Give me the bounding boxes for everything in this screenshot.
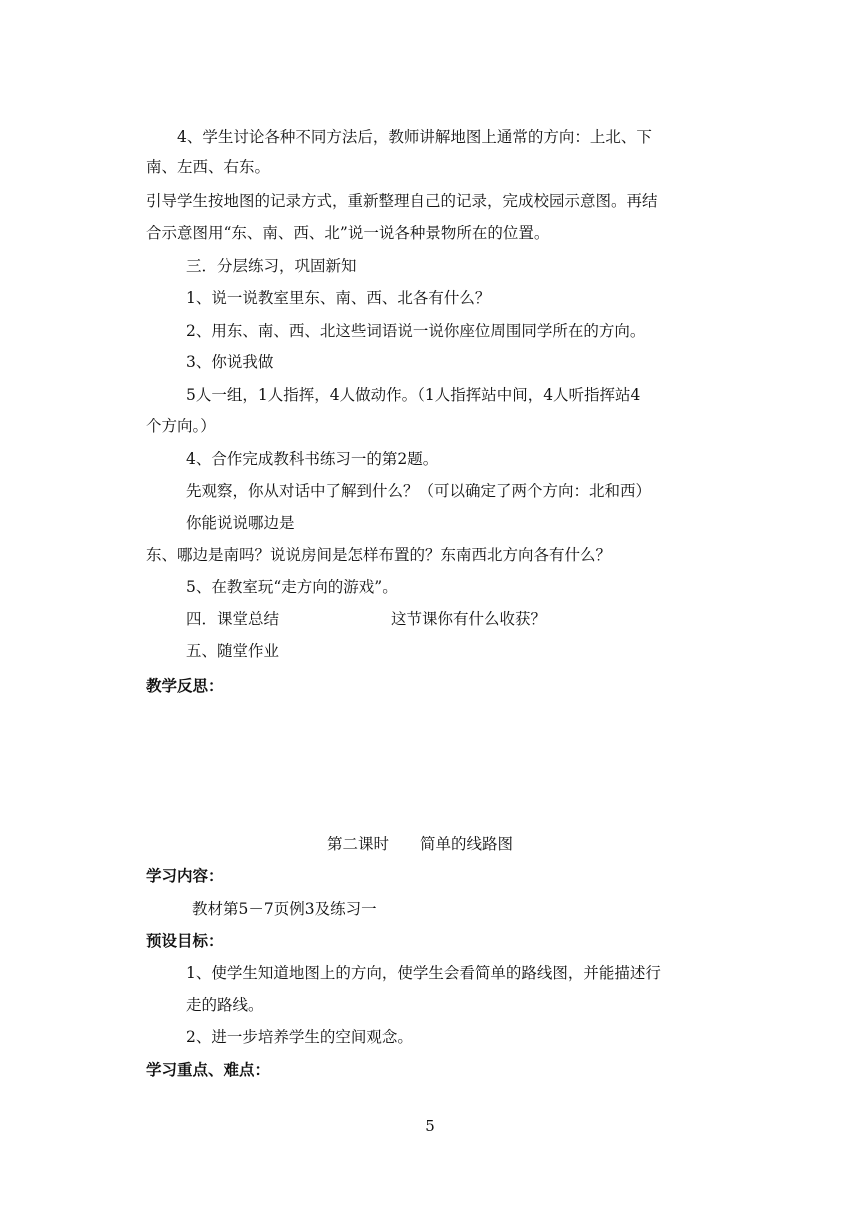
text-line: 5人一组，1人指挥，4人做动作。（1人指挥站中间，4人听指挥站4	[186, 386, 641, 404]
section-heading: 学习重点、难点：	[146, 1060, 271, 1079]
page-number: 5	[425, 1117, 435, 1135]
text-line: 2、进一步培养学生的空间观念。	[186, 1028, 413, 1046]
text-line: 个方向。）	[146, 417, 216, 435]
text-line: 教材第5－7页例3及练习一	[192, 900, 377, 918]
text-line: 引导学生按地图的记录方式，重新整理自己的记录，完成校园示意图。再结	[146, 192, 658, 210]
section-heading: 五、随堂作业	[186, 642, 280, 660]
section-heading: 三．分层练习，巩固新知	[186, 257, 357, 275]
text-line: 走的路线。	[186, 996, 264, 1014]
section-heading: 四．课堂总结	[186, 610, 280, 628]
text-line: 合示意图用“东、南、西、北”说一说各种景物所在的位置。	[146, 224, 550, 242]
text-line: 你能说说哪边是	[186, 514, 295, 532]
text-line: 1、使学生知道地图上的方向，使学生会看简单的路线图，并能描述行	[186, 964, 661, 982]
text-line: 1、说一说教室里东、南、西、北各有什么？	[186, 289, 491, 307]
lesson-title: 第二课时 简单的线路图	[327, 835, 514, 853]
section-heading: 预设目标：	[146, 931, 224, 950]
text-line: 2、用东、南、西、北这些词语说一说你座位周围同学所在的方向。	[186, 322, 646, 340]
section-heading: 学习内容：	[146, 866, 224, 885]
text-line: 东、哪边是南吗？说说房间是怎样布置的？东南西北方向各有什么？	[146, 546, 612, 564]
text-line: 5、在教室玩“走方向的游戏”。	[186, 578, 398, 596]
text-line: 4、合作完成教科书练习一的第2题。	[186, 450, 439, 468]
text-line: 3、你说我做	[186, 353, 274, 371]
text-line: 南、左西、右东。	[146, 158, 271, 176]
text-line: 先观察，你从对话中了解到什么？（可以确定了两个方向：北和西）	[186, 482, 652, 500]
reflection-heading: 教学反思：	[146, 676, 224, 695]
text-line: 这节课你有什么收获？	[391, 610, 547, 628]
text-line: 4、学生讨论各种不同方法后，教师讲解地图上通常的方向：上北、下	[177, 128, 652, 146]
